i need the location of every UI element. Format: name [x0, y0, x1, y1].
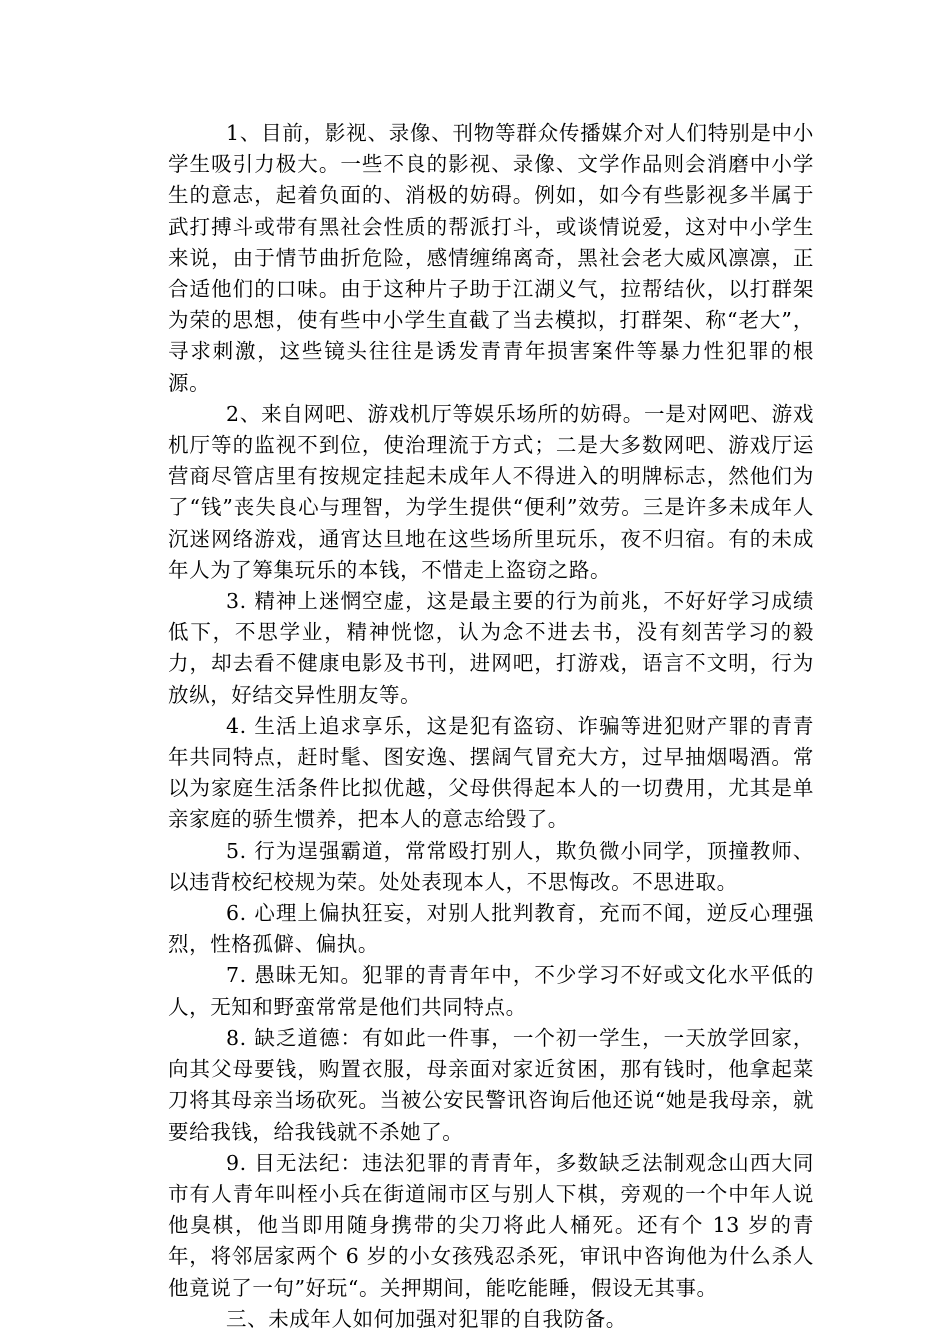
paragraph-lack-of-morality: 8. 缺乏道德：有如此一件事，一个初一学生，一天放学回家，向其父母要钱，购置衣服，母亲面对家近贫困，那有钱时，他拿起菜刀将其母亲当场砍死。当被公安民警讯咨询后他还说“她是我母亲，就要给我钱，给我钱就不杀她了。: [168, 1025, 814, 1144]
paragraph-domineering-behavior: 5. 行为逞强霸道，常常殴打别人，欺负微小同学，顶撞教师、以违背校纪校规为荣。处处表现本人，不思悔改。不思进取。: [168, 838, 814, 894]
section-heading-self-protection: 三、未成年人如何加强对犯罪的自我防备。: [226, 1306, 627, 1331]
paragraph-disregard-for-law: 9. 目无法纪：违法犯罪的青青年，多数缺乏法制观念山西大同市有人青年叫桎小兵在街道闹市区与别人下棋，旁观的一个中年人说他臭棋，他当即用随身携带的尖刀将此人桶死。还有个 13 岁的青年，将邻居家两个 6 岁的小女孩残忍杀死，审讯中咨询他为什么杀人他竟说了一句”好玩“。关押期间，能吃能睡，假设无其事。: [168, 1150, 814, 1300]
document-body: [168, 118, 814, 1335]
paragraph-spiritual-emptiness: 3. 精神上迷惘空虚，这是最主要的行为前兆，不好好学习成绩低下，不思学业，精神恍惚，认为念不进去书，没有刻苦学习的毅力，却去看不健康电影及书刊，进网吧，打游戏，语言不文明，行为放纵，好结交异性朋友等。: [168, 589, 814, 707]
paragraph-pleasure-seeking: 4. 生活上追求享乐，这是犯有盗窃、诈骗等进犯财产罪的青青年共同特点，赶时髦、图安逸、摆阔气冒充大方，过早抽烟喝酒。常以为家庭生活条件比拟优越，父母供得起本人的一切费用，尤其是单亲家庭的骄生惯养，把本人的意志给毁了。: [168, 713, 814, 832]
paragraph-internet-cafe-influence: 2、来自网吧、游戏机厅等娱乐场所的妨碍。一是对网吧、游戏机厅等的监视不到位，使治理流于方式；二是大多数网吧、游戏厅运营商尽管店里有按规定挂起未成年人不得进入的明牌标志，然他们为了“钱”丧失良心与理智，为学生提供“便利”效劳。三是许多未成年人沉迷网络游戏，通宵达旦地在这些场所里玩乐，夜不归宿。有的未成年人为了筹集玩乐的本钱，不惜走上盗窃之路。: [168, 401, 814, 582]
paragraph-paranoid-psychology: 6. 心理上偏执狂妄，对别人批判教育，充而不闻，逆反心理强烈，性格孤僻、偏执。: [168, 901, 814, 957]
paragraph-media-influence: 1、目前，影视、录像、刊物等群众传播媒介对人们特别是中小学生吸引力极大。一些不良的影视、录像、文学作品则会消磨中小学生的意志，起着负面的、消极的妨碍。例如，如今有些影视多半属于武打搏斗或带有黑社会性质的帮派打斗，或谈情说爱，这对中小学生来说，由于情节曲折危险，感情缠绵离奇，黑社会老大威风凛凛，正合适他们的口味。由于这种片子助于江湖义气，拉帮结伙，以打群架为荣的思想，使有些中小学生直截了当去模拟，打群架、称“老大”，寻求刺激，这些镜头往往是诱发青青年损害案件等暴力性犯罪的根源。: [168, 121, 814, 395]
paragraph-ignorance: 7. 愚昧无知。犯罪的青青年中，不少学习不好或文化水平低的人，无知和野蛮常常是他们共同特点。: [168, 963, 814, 1019]
